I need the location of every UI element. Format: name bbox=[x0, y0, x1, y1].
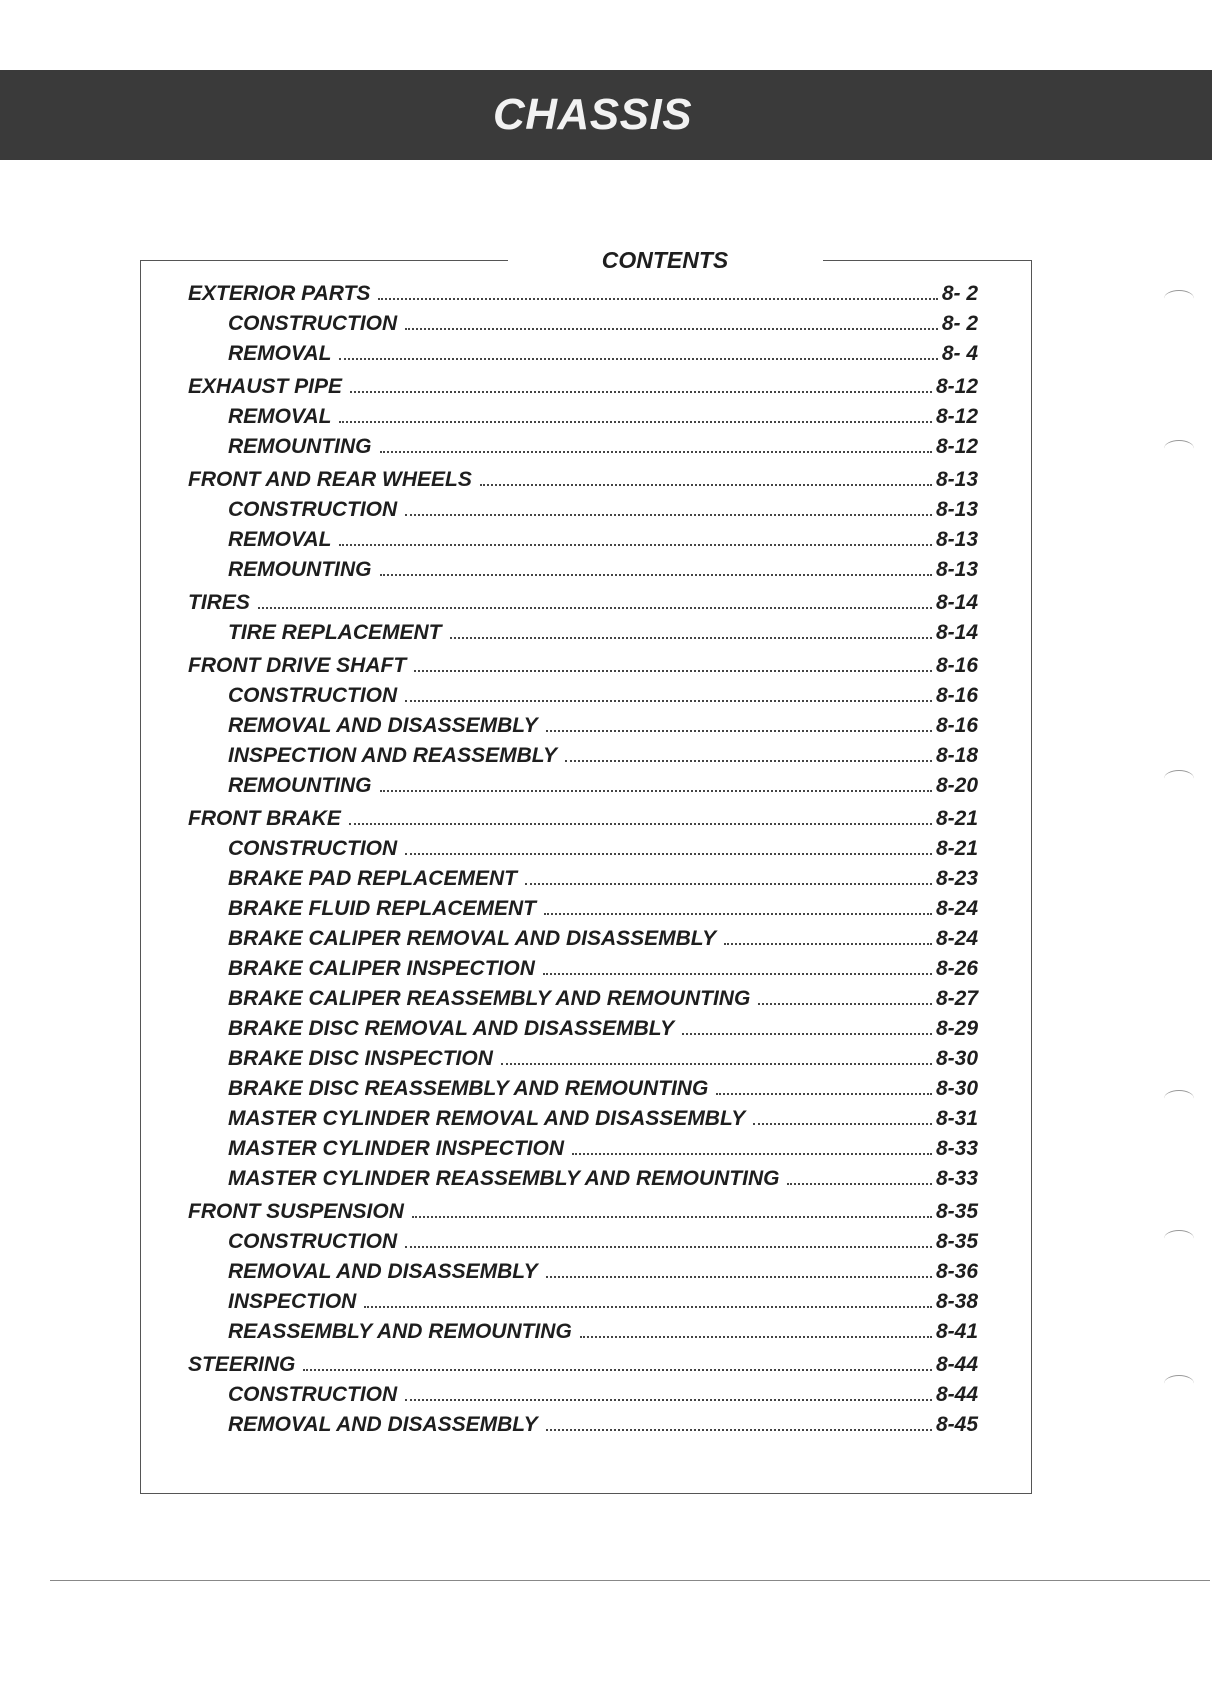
toc-entry-page: 8-14 bbox=[935, 591, 978, 614]
toc-subsection-entry[interactable] bbox=[188, 926, 978, 952]
toc-subsection-entry[interactable] bbox=[188, 1136, 978, 1162]
toc-leader-dots bbox=[716, 1093, 932, 1095]
toc-section-entry[interactable] bbox=[188, 374, 978, 400]
toc-entry-page: 8-31 bbox=[935, 1107, 978, 1130]
toc-leader-dots bbox=[450, 637, 932, 639]
toc-subsection-entry[interactable] bbox=[188, 1259, 978, 1285]
toc-section-entry[interactable] bbox=[188, 1352, 978, 1378]
toc-entry-label: BRAKE CALIPER REASSEMBLY AND REMOUNTING bbox=[228, 987, 751, 1010]
toc-entry-page: 8-14 bbox=[935, 621, 978, 644]
toc-heading: CONTENTS bbox=[601, 247, 729, 273]
toc-leader-dots bbox=[405, 514, 932, 516]
toc-subsection-entry[interactable] bbox=[188, 497, 978, 523]
toc-leader-dots bbox=[380, 790, 932, 792]
toc-subsection-entry[interactable] bbox=[188, 1166, 978, 1192]
toc-entry-page: 8-21 bbox=[935, 807, 978, 830]
toc-entry-label: BRAKE DISC INSPECTION bbox=[228, 1047, 493, 1070]
toc-leader-dots bbox=[303, 1369, 932, 1371]
toc-entry-page: 8-38 bbox=[935, 1290, 978, 1313]
toc-entry-page: 8-24 bbox=[935, 897, 978, 920]
section-title: CHASSIS bbox=[492, 90, 693, 139]
toc-entry-label: EXTERIOR PARTS bbox=[188, 282, 371, 305]
toc-entry-label: CONSTRUCTION bbox=[228, 312, 398, 335]
toc-entry-page: 8-13 bbox=[935, 468, 978, 491]
toc-entry-page: 8-12 bbox=[935, 375, 978, 398]
toc-subsection-entry[interactable] bbox=[188, 1106, 978, 1132]
section-header-band bbox=[0, 70, 1212, 160]
toc-entry-page: 8-16 bbox=[935, 684, 978, 707]
toc-entry-label: BRAKE FLUID REPLACEMENT bbox=[228, 897, 536, 920]
toc-leader-dots bbox=[412, 1216, 932, 1218]
toc-leader-dots bbox=[405, 1399, 932, 1401]
binding-hole-mark bbox=[1164, 1230, 1194, 1247]
toc-entry-page: 8-13 bbox=[935, 558, 978, 581]
toc-entry-label: MASTER CYLINDER REMOVAL AND DISASSEMBLY bbox=[228, 1107, 746, 1130]
toc-entry-label: BRAKE PAD REPLACEMENT bbox=[228, 867, 517, 890]
toc-subsection-entry[interactable] bbox=[188, 311, 978, 337]
toc-entry-page: 8-35 bbox=[935, 1200, 978, 1223]
toc-leader-dots bbox=[546, 1429, 932, 1431]
toc-leader-dots bbox=[378, 298, 937, 300]
toc-subsection-entry[interactable] bbox=[188, 620, 978, 646]
toc-entry-page: 8-27 bbox=[935, 987, 978, 1010]
toc-entry-page: 8-13 bbox=[935, 528, 978, 551]
binding-hole-mark bbox=[1164, 1375, 1194, 1392]
toc-subsection-entry[interactable] bbox=[188, 683, 978, 709]
binding-hole-mark bbox=[1164, 290, 1194, 307]
toc-subsection-entry[interactable] bbox=[188, 1229, 978, 1255]
toc-entry-page: 8-35 bbox=[935, 1230, 978, 1253]
toc-entry-label: REMOVAL bbox=[228, 405, 332, 428]
toc-entry-page: 8-12 bbox=[935, 435, 978, 458]
toc-leader-dots bbox=[339, 544, 932, 546]
toc-entry-label: EXHAUST PIPE bbox=[188, 375, 343, 398]
toc-subsection-entry[interactable] bbox=[188, 527, 978, 553]
toc-leader-dots bbox=[544, 913, 932, 915]
toc-entry-page: 8- 2 bbox=[941, 282, 978, 305]
toc-leader-dots bbox=[414, 670, 932, 672]
toc-entry-label: CONSTRUCTION bbox=[228, 837, 398, 860]
toc-leader-dots bbox=[724, 943, 932, 945]
toc-leader-dots bbox=[787, 1183, 932, 1185]
binding-hole-mark bbox=[1164, 440, 1194, 457]
toc-entry-label: BRAKE CALIPER INSPECTION bbox=[228, 957, 535, 980]
toc-leader-dots bbox=[405, 328, 938, 330]
toc-entry-label: INSPECTION bbox=[228, 1290, 357, 1313]
toc-leader-dots bbox=[546, 730, 932, 732]
toc-leader-dots bbox=[405, 1246, 932, 1248]
toc-subsection-entry[interactable] bbox=[188, 743, 978, 769]
toc-leader-dots bbox=[580, 1336, 932, 1338]
toc-entry-label: REMOVAL AND DISASSEMBLY bbox=[228, 714, 538, 737]
toc-subsection-entry[interactable] bbox=[188, 713, 978, 739]
toc-section-entry[interactable] bbox=[188, 653, 978, 679]
toc-subsection-entry[interactable] bbox=[188, 896, 978, 922]
toc-entry-label: REMOVAL AND DISASSEMBLY bbox=[228, 1260, 538, 1283]
toc-entry-label: BRAKE CALIPER REMOVAL AND DISASSEMBLY bbox=[228, 927, 717, 950]
toc-leader-dots bbox=[543, 973, 932, 975]
toc-entry-page: 8-24 bbox=[935, 927, 978, 950]
toc-entry-label: INSPECTION AND REASSEMBLY bbox=[228, 744, 558, 767]
toc-entry-label: STEERING bbox=[188, 1353, 296, 1376]
toc-entry-page: 8-23 bbox=[935, 867, 978, 890]
toc-entry-label: CONSTRUCTION bbox=[228, 1383, 398, 1406]
toc-entry-label: REASSEMBLY AND REMOUNTING bbox=[228, 1320, 572, 1343]
toc-leader-dots bbox=[258, 607, 932, 609]
toc-entry-label: MASTER CYLINDER REASSEMBLY AND REMOUNTING bbox=[228, 1167, 780, 1190]
toc-leader-dots bbox=[350, 391, 932, 393]
toc-title-row bbox=[140, 246, 1032, 274]
toc-entry-page: 8-30 bbox=[935, 1047, 978, 1070]
toc-subsection-entry[interactable] bbox=[188, 986, 978, 1012]
toc-entry-page: 8- 4 bbox=[941, 342, 978, 365]
toc-subsection-entry[interactable] bbox=[188, 1382, 978, 1408]
toc-entry-page: 8-16 bbox=[935, 654, 978, 677]
toc-leader-dots bbox=[546, 1276, 932, 1278]
toc-subsection-entry[interactable] bbox=[188, 1046, 978, 1072]
toc-entry-page: 8- 2 bbox=[941, 312, 978, 335]
binding-hole-mark bbox=[1164, 1090, 1194, 1107]
toc-entry-label: FRONT DRIVE SHAFT bbox=[188, 654, 407, 677]
toc-entry-page: 8-20 bbox=[935, 774, 978, 797]
toc-entry-label: REMOVAL bbox=[228, 342, 332, 365]
toc-entry-page: 8-44 bbox=[935, 1353, 978, 1376]
toc-leader-dots bbox=[501, 1063, 932, 1065]
toc-entry-label: REMOVAL AND DISASSEMBLY bbox=[228, 1413, 538, 1436]
toc-section-entry[interactable] bbox=[188, 590, 978, 616]
toc-subsection-entry[interactable] bbox=[188, 404, 978, 430]
toc-entry-label: FRONT SUSPENSION bbox=[188, 1200, 404, 1223]
toc-entry-page: 8-30 bbox=[935, 1077, 978, 1100]
toc-entry-label: TIRE REPLACEMENT bbox=[228, 621, 442, 644]
binding-hole-mark bbox=[1164, 770, 1194, 787]
toc-entry-page: 8-33 bbox=[935, 1137, 978, 1160]
toc-leader-dots bbox=[480, 484, 932, 486]
toc-rule-left bbox=[140, 260, 508, 261]
toc-subsection-entry[interactable] bbox=[188, 956, 978, 982]
toc-entry-label: BRAKE DISC REMOVAL AND DISASSEMBLY bbox=[228, 1017, 675, 1040]
toc-leader-dots bbox=[525, 883, 932, 885]
toc-entry-label: BRAKE DISC REASSEMBLY AND REMOUNTING bbox=[228, 1077, 709, 1100]
toc-leader-dots bbox=[682, 1033, 932, 1035]
toc-leader-dots bbox=[405, 700, 932, 702]
toc-entry-label: CONSTRUCTION bbox=[228, 1230, 398, 1253]
toc-entry-label: CONSTRUCTION bbox=[228, 498, 398, 521]
toc-leader-dots bbox=[753, 1123, 932, 1125]
toc-subsection-entry[interactable] bbox=[188, 1412, 978, 1438]
toc-entry-page: 8-26 bbox=[935, 957, 978, 980]
toc-leader-dots bbox=[405, 853, 932, 855]
toc-leader-dots bbox=[349, 823, 932, 825]
toc-entry-label: REMOUNTING bbox=[228, 435, 372, 458]
toc-subsection-entry[interactable] bbox=[188, 1016, 978, 1042]
toc-section-entry[interactable] bbox=[188, 467, 978, 493]
toc-entry-label: CONSTRUCTION bbox=[228, 684, 398, 707]
toc-entry-label: FRONT AND REAR WHEELS bbox=[188, 468, 472, 491]
toc-entry-label: REMOUNTING bbox=[228, 558, 372, 581]
toc-subsection-entry[interactable] bbox=[188, 557, 978, 583]
toc-subsection-entry[interactable] bbox=[188, 341, 978, 367]
toc-entry-page: 8-36 bbox=[935, 1260, 978, 1283]
toc-leader-dots bbox=[758, 1003, 932, 1005]
toc-leader-dots bbox=[572, 1153, 932, 1155]
toc-rule-right bbox=[823, 260, 1032, 261]
toc-subsection-entry[interactable] bbox=[188, 866, 978, 892]
toc-entry-page: 8-41 bbox=[935, 1320, 978, 1343]
toc-entry-page: 8-45 bbox=[935, 1413, 978, 1436]
toc-entry-page: 8-29 bbox=[935, 1017, 978, 1040]
page-bottom-rule bbox=[50, 1580, 1210, 1581]
toc-entry-page: 8-12 bbox=[935, 405, 978, 428]
toc-subsection-entry[interactable] bbox=[188, 434, 978, 460]
toc-entry-label: REMOUNTING bbox=[228, 774, 372, 797]
toc-entry-label: MASTER CYLINDER INSPECTION bbox=[228, 1137, 565, 1160]
toc-subsection-entry[interactable] bbox=[188, 1076, 978, 1102]
toc-subsection-entry[interactable] bbox=[188, 1319, 978, 1345]
toc-leader-dots bbox=[380, 574, 932, 576]
toc-entry-page: 8-44 bbox=[935, 1383, 978, 1406]
toc-entry-page: 8-13 bbox=[935, 498, 978, 521]
toc-section-entry[interactable] bbox=[188, 1199, 978, 1225]
toc-subsection-entry[interactable] bbox=[188, 773, 978, 799]
toc-entry-page: 8-18 bbox=[935, 744, 978, 767]
toc-leader-dots bbox=[339, 358, 937, 360]
toc-entry-label: REMOVAL bbox=[228, 528, 332, 551]
toc-entry-page: 8-33 bbox=[935, 1167, 978, 1190]
toc-subsection-entry[interactable] bbox=[188, 1289, 978, 1315]
toc-entry-label: FRONT BRAKE bbox=[188, 807, 341, 830]
toc-entry-page: 8-21 bbox=[935, 837, 978, 860]
toc-section-entry[interactable] bbox=[188, 281, 978, 307]
toc-leader-dots bbox=[364, 1306, 932, 1308]
toc-leader-dots bbox=[380, 451, 932, 453]
toc-leader-dots bbox=[339, 421, 932, 423]
toc-entry-label: TIRES bbox=[188, 591, 250, 614]
toc-leader-dots bbox=[565, 760, 932, 762]
toc-subsection-entry[interactable] bbox=[188, 836, 978, 862]
toc-section-entry[interactable] bbox=[188, 806, 978, 832]
toc-entry-page: 8-16 bbox=[935, 714, 978, 737]
